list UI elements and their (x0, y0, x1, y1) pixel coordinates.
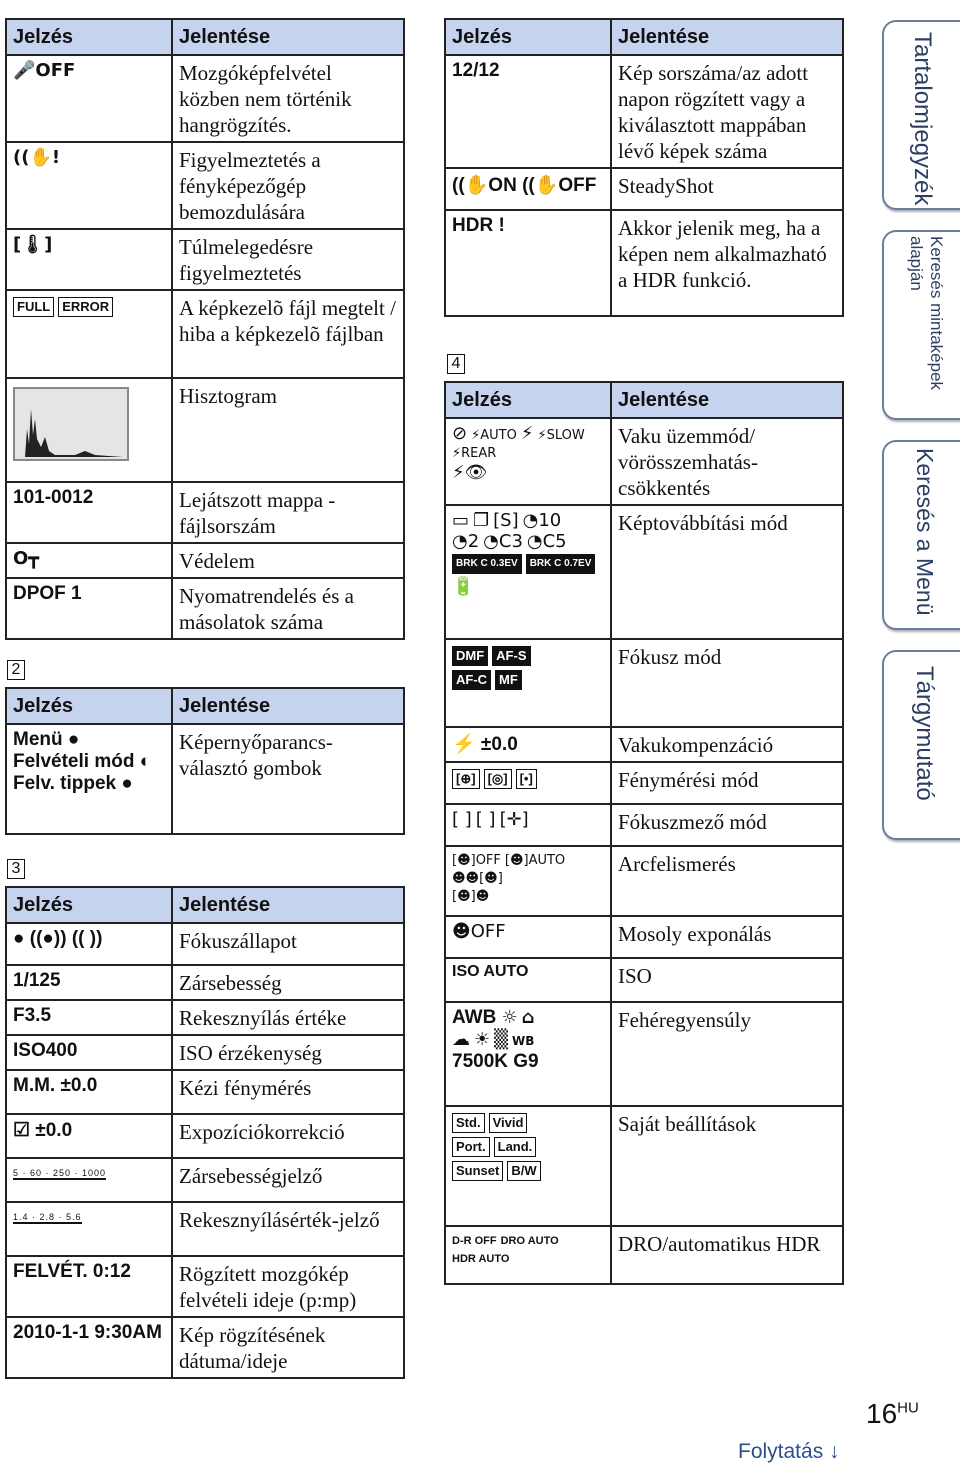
mic-off-icon: 🎤OFF (6, 55, 172, 142)
white-balance-icons: AWB ☼ ⌂ ☁ ☀ ▒ WB 7500K G9 (445, 1002, 611, 1106)
table-cell: ISO (611, 958, 843, 1002)
col-header-symbol: Jelzés (445, 19, 611, 55)
left-top-table (5, 18, 405, 640)
table-cell: Zársebességjelző (172, 1158, 404, 1202)
table-cell: Lejátszott mappa - fájlsorszám (172, 482, 404, 543)
camera-shake-icon: ((✋! (6, 142, 172, 229)
table-cell: Fehéregyensúly (611, 1002, 843, 1106)
table-cell: Fókuszállapot (172, 923, 404, 965)
table-cell: F3.5 (6, 1000, 172, 1035)
col-header-meaning: Jelentése (172, 19, 404, 55)
section-4-table (444, 381, 844, 1285)
table-cell: Vaku üzemmód/ vörösszemhatás-csökkentés (611, 418, 843, 505)
table-cell: Zársebesség (172, 965, 404, 1000)
iso-auto-icon: ISO AUTO (445, 958, 611, 1002)
right-top-table (444, 18, 844, 317)
section-number-4: 4 (447, 354, 465, 374)
dpof-icon: DPOF 1 (6, 578, 172, 639)
hdr-warning-icon: HDR ! (445, 210, 611, 316)
flash-mode-icons: ⊘ ⚡AUTO ⚡ ⚡SLOW⚡REAR ⚡👁 (445, 418, 611, 505)
table-cell: Képtovábbítási mód (611, 505, 843, 639)
database-file-icon: FULL ERROR (6, 290, 172, 378)
face-detection-icons: [☻]OFF [☻]AUTO☻☻[☻] [☻]☻ (445, 846, 611, 916)
table-cell: SteadyShot (611, 168, 843, 210)
table-cell: DRO/automatikus HDR (611, 1226, 843, 1284)
col-header-meaning: Jelentése (611, 382, 843, 418)
section-3-table (5, 886, 405, 1379)
command-buttons-symbol: Menü ● Felvételi mód ◐ Felv. tippek ● (6, 724, 172, 834)
shutter-scale-icon: 5 · 60 · 250 · 1000 (6, 1158, 172, 1202)
smile-shutter-icon: ☻OFF (445, 916, 611, 958)
focus-area-icons: [ ] [ ] [✛] (445, 804, 611, 846)
aperture-scale-icon: 1.4 · 2.8 · 5.6 (6, 1202, 172, 1256)
table-cell: Fókuszmező mód (611, 804, 843, 846)
table-cell: Fókusz mód (611, 639, 843, 727)
table-cell: 1/125 (6, 965, 172, 1000)
table-cell: Mozgóképfelvétel közben nem történik hangrögzítés. (172, 55, 404, 142)
continue-link[interactable]: Folytatás ↓ (738, 1440, 840, 1463)
col-header-meaning: Jelentése (611, 19, 843, 55)
overheat-icon: [🌡] (6, 229, 172, 290)
focus-mode-icons: DMF AF-S AF-C MF (445, 639, 611, 727)
table-cell: Mosoly exponálás (611, 916, 843, 958)
col-header-symbol: Jelzés (6, 887, 172, 923)
table-cell: Kép rögzítésének dátuma/ideje (172, 1317, 404, 1378)
section-number-2: 2 (7, 660, 25, 680)
table-cell: 12/12 (445, 55, 611, 168)
metering-mode-icons: [⊕] [◎] [•] (445, 762, 611, 804)
table-cell: Figyelmeztetés a fényképezőgép bemozdulására (172, 142, 404, 229)
table-cell: Saját beállítások (611, 1106, 843, 1226)
focus-status-icon: ● ((●)) (( )) (6, 923, 172, 965)
steadyshot-icon: ((✋ON ((✋OFF (445, 168, 611, 210)
table-cell: A képkezelõ fájl megtelt / hiba a képkezelõ fájlban (172, 290, 404, 378)
col-header-symbol: Jelzés (6, 19, 172, 55)
table-cell: Védelem (172, 543, 404, 578)
section-2-table (5, 687, 405, 835)
histogram-icon (6, 378, 172, 482)
col-header-meaning: Jelentése (172, 887, 404, 923)
table-cell: Arcfelismerés (611, 846, 843, 916)
col-header-symbol: Jelzés (445, 382, 611, 418)
dro-hdr-icons: D-R OFF DRO AUTOHDR AUTO (445, 1226, 611, 1284)
table-cell: Fénymérési mód (611, 762, 843, 804)
table-cell: Nyomatrendelés és a másolatok száma (172, 578, 404, 639)
table-cell: Rekesznyílás értéke (172, 1000, 404, 1035)
flash-comp-icon: ⚡ ±0.0 (445, 727, 611, 762)
table-cell: Képernyőparancs-választó gombok (172, 724, 404, 834)
tab-search-by-menu[interactable]: Keresés a Menü (882, 440, 960, 630)
table-cell: Hisztogram (172, 378, 404, 482)
exposure-comp-icon: ☑ ±0.0 (6, 1114, 172, 1158)
manual-metering-icon: M.M. ±0.0 (6, 1070, 172, 1114)
table-cell: Túlmelegedésre figyelmeztetés (172, 229, 404, 290)
table-cell: ISO400 (6, 1035, 172, 1070)
table-cell: ISO érzékenység (172, 1035, 404, 1070)
page-number: $16^{HU}$ (866, 1398, 919, 1429)
table-cell: Kép sorszáma/az adott napon rögzített vagy a kiválasztott mappában lévő képek száma (611, 55, 843, 168)
table-cell: Vakukompenzáció (611, 727, 843, 762)
col-header-meaning: Jelentése (172, 688, 404, 724)
table-cell: Expozíciókorrekció (172, 1114, 404, 1158)
tab-index[interactable]: Tárgymutató (882, 650, 960, 840)
table-cell: Kézi fénymérés (172, 1070, 404, 1114)
tab-search-by-sample[interactable]: Keresés mintaképek alapján (882, 230, 960, 420)
col-header-symbol: Jelzés (6, 688, 172, 724)
folder-file-number: 101-0012 (6, 482, 172, 543)
protect-key-icon: O┳ (6, 543, 172, 578)
creative-style-icons: Std. Vivid Port. Land. Sunset B/W (445, 1106, 611, 1226)
table-cell: Akkor jelenik meg, ha a képen nem alkalmazható a HDR funkció. (611, 210, 843, 316)
tab-table-of-contents[interactable]: Tartalomjegyzék (882, 20, 960, 210)
table-cell: Rögzített mozgókép felvételi ideje (p:mp) (172, 1256, 404, 1317)
table-cell: Rekesznyílásérték-jelző (172, 1202, 404, 1256)
table-cell: 2010-1-1 9:30AM (6, 1317, 172, 1378)
table-cell: FELVÉT. 0:12 (6, 1256, 172, 1317)
section-number-3: 3 (7, 859, 25, 879)
drive-mode-icons: ▭ ❐ [S] ◔10 ◔2 ◔C3 ◔C5 BRK C 0.3EV BRK C 0.7EV🔋 (445, 505, 611, 639)
